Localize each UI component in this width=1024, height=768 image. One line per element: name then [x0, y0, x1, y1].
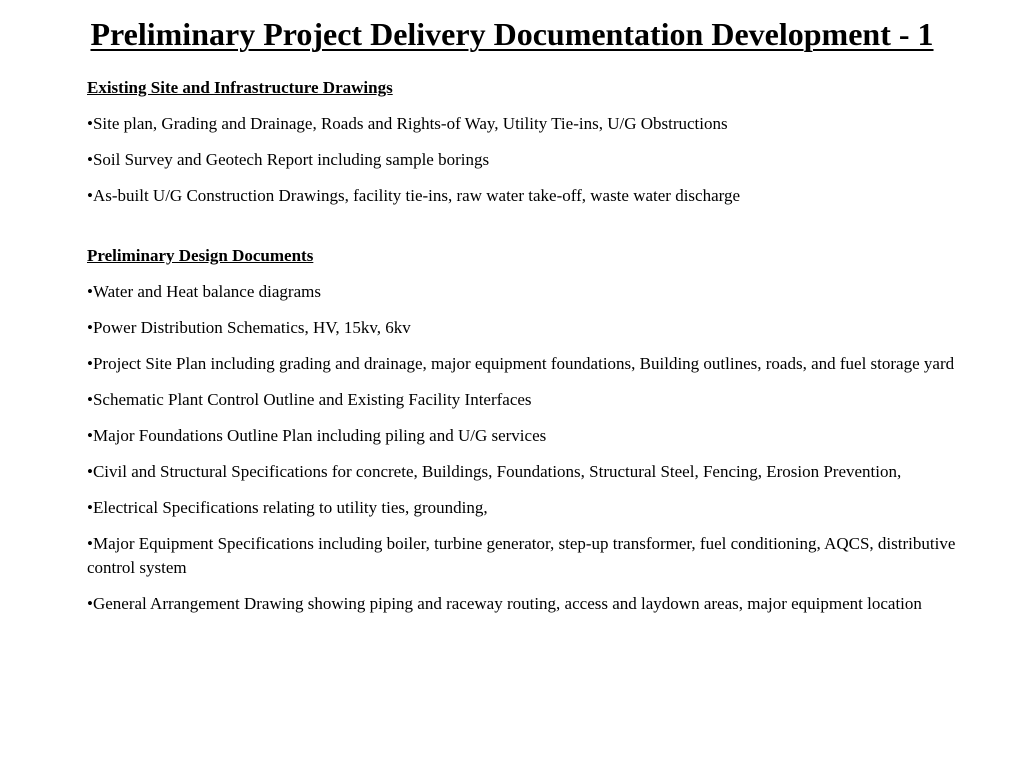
list-item: •Soil Survey and Geotech Report including sample borings: [87, 150, 490, 169]
list-item: •Project Site Plan including grading and drainage, major equipment foundations, Building outlines, roads, and fuel storage yard: [87, 354, 955, 373]
section-existing-site: [87, 76, 959, 208]
list-item: •Site plan, Grading and Drainage, Roads and Rights-of Way, Utility Tie-ins, U/G Obstructions: [87, 114, 728, 133]
list-item: •Water and Heat balance diagrams: [87, 282, 321, 301]
list-item: •Major Foundations Outline Plan including piling and U/G services: [87, 426, 547, 445]
list-item: •Power Distribution Schematics, HV, 15kv, 6kv: [87, 318, 411, 337]
page-title: Preliminary Project Delivery Documentation Development - 1: [90, 16, 934, 52]
section-preliminary-design: [87, 244, 959, 616]
list-item: •As-built U/G Construction Drawings, facility tie-ins, raw water take-off, waste water discharge: [87, 186, 741, 205]
list-item: •Electrical Specifications relating to utility ties, grounding,: [87, 498, 488, 517]
list-item: •General Arrangement Drawing showing piping and raceway routing, access and laydown areas, major equipment location: [87, 594, 922, 613]
section-heading: Preliminary Design Documents: [87, 246, 314, 265]
section-heading: Existing Site and Infrastructure Drawings: [87, 78, 393, 97]
list-item: •Major Equipment Specifications including boiler, turbine generator, step-up transformer, fuel conditioning, AQCS, distributive control system: [87, 534, 956, 577]
list-item: •Civil and Structural Specifications for concrete, Buildings, Foundations, Structural Steel, Fencing, Erosion Prevention,: [87, 462, 902, 481]
slide-content: [87, 76, 959, 628]
section-spacer: [87, 220, 959, 244]
list-item: •Schematic Plant Control Outline and Existing Facility Interfaces: [87, 390, 532, 409]
